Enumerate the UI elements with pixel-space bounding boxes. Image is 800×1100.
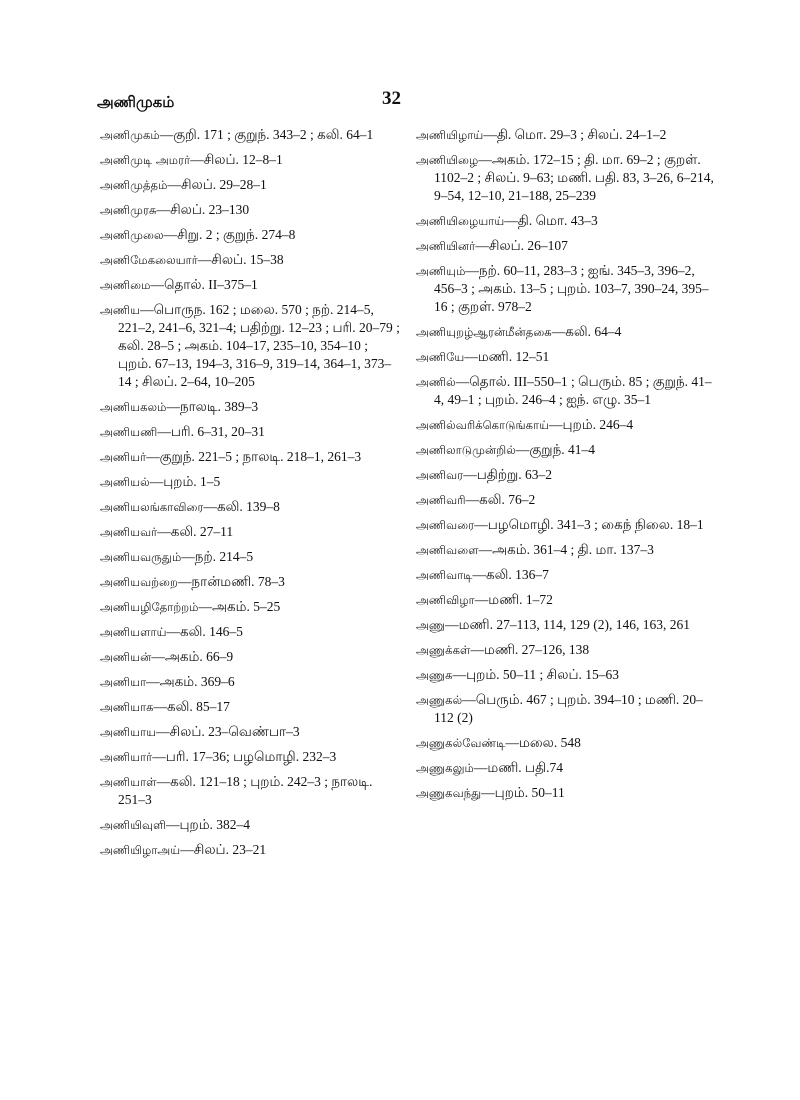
- entry-headword: அணியர்: [100, 450, 147, 464]
- entry-headword: அணியவருதும்: [100, 550, 182, 564]
- index-entry: [100, 773, 400, 809]
- entry-references: —புறம். 246–4: [549, 417, 634, 432]
- entry-references: —மணி. 12–51: [464, 349, 550, 364]
- index-entry: [416, 262, 718, 316]
- entry-headword: அணியாய: [100, 725, 157, 739]
- entry-headword: அணுகல்வேண்டி: [416, 736, 506, 750]
- entry-references: —பரி. 17–36; பழமொழி. 232–3: [152, 749, 337, 764]
- entry-references: —சிலப். 23–வெண்பா–3: [156, 724, 300, 739]
- index-entry: [100, 598, 400, 616]
- entry-references: —புறம். 50–11: [481, 785, 565, 800]
- entry-references: —குறுந். 41–4: [515, 442, 595, 457]
- index-entry: [100, 698, 400, 716]
- index-entry: [416, 666, 718, 684]
- entry-headword: அணியிழை: [416, 153, 479, 167]
- entry-references: —பதிற்று. 63–2: [463, 467, 553, 482]
- index-entry: [416, 516, 718, 534]
- entry-references: —சிலப். 15–38: [197, 252, 284, 267]
- right-index-column: [416, 126, 718, 809]
- entry-headword: அணியவற்றை: [100, 575, 178, 589]
- index-entry: [416, 784, 718, 802]
- entry-headword: அணில்: [416, 375, 456, 389]
- entry-headword: அணியிழாஅய்: [100, 843, 181, 857]
- entry-headword: அணியணி: [100, 425, 158, 439]
- entry-references: —கலி. 27–11: [157, 524, 234, 539]
- entry-headword: அணிவர: [416, 468, 464, 482]
- index-entry: [416, 373, 718, 409]
- index-entry: [100, 251, 400, 269]
- entry-headword: அணுகவந்து: [416, 786, 482, 800]
- index-entry: [100, 498, 400, 516]
- entry-references: —தி. மொ. 29–3 ; சிலப். 24–1–2: [483, 127, 667, 142]
- entry-references: —தொல். II–375–1: [150, 277, 258, 292]
- index-entry: [100, 423, 400, 441]
- entry-references: —சிலப். 23–21: [180, 842, 267, 857]
- index-entry: [416, 641, 718, 659]
- entry-headword: அணிவாடி: [416, 568, 473, 582]
- entry-references: —கலி. 139–8: [203, 499, 280, 514]
- index-entry: [100, 723, 400, 741]
- index-entry: [100, 548, 400, 566]
- entry-headword: அணில்வரிக்கொடுங்காய்: [416, 418, 550, 432]
- entry-references: —மணி. 27–113, 114, 129 (2), 146, 163, 261: [445, 617, 690, 632]
- index-entry: [416, 323, 718, 341]
- entry-headword: அணுக்கள்: [416, 643, 471, 657]
- index-entry: [100, 473, 400, 491]
- entry-references: —பொருந. 162 ; மலை. 570 ; நற். 214–5, 221–2, 241–6, 321–4; பதிற்று. 12–23 ; பரி. 20–79 ; கலி. 28–5 ; அகம். 104–17, 235–10, 354–10 ; புறம். 67–13, 194–3, 316–9, 319–14, 364–1, 373–14 ; சிலப். 2–64, 10–205: [118, 302, 400, 389]
- entry-headword: அணியகலம்: [100, 400, 167, 414]
- entry-references: —புறம். 382–4: [165, 817, 251, 832]
- entry-references: —பழமொழி. 341–3 ; கைந் நிலை. 18–1: [474, 517, 704, 532]
- entry-references: —அகம். 361–4 ; தி. மா. 137–3: [478, 542, 654, 557]
- entry-headword: அணிமை: [100, 278, 151, 292]
- entry-references: —மணி. 1–72: [474, 592, 553, 607]
- entry-references: —புறம். 50–11 ; சிலப். 15–63: [452, 667, 620, 682]
- entry-headword: அணியினர்: [416, 239, 476, 253]
- index-entry: [100, 673, 400, 691]
- entry-references: —அகம். 172–15 ; தி. மா. 69–2 ; குறள். 1102–2 ; சிலப். 9–63; மணி. பதி. 83, 3–26, 6–214, 9–54, 12–10, 21–188, 25–239: [434, 152, 714, 203]
- entry-headword: அணியழிதோற்றம்: [100, 600, 199, 614]
- entry-references: —பெரும். 467 ; புறம். 394–10 ; மணி. 20–112 (2): [434, 692, 703, 725]
- index-entry: [416, 491, 718, 509]
- index-entry: [100, 398, 400, 416]
- entry-references: —நாலடி. 389–3: [166, 399, 259, 414]
- entry-references: —சிறு. 2 ; குறுந். 274–8: [163, 227, 296, 242]
- entry-references: —குறி. 171 ; குறுந். 343–2 ; கலி. 64–1: [159, 127, 374, 142]
- entry-references: —மணி. 27–126, 138: [470, 642, 590, 657]
- index-entry: [100, 301, 400, 391]
- index-entry: [416, 566, 718, 584]
- entry-headword: அணிமுலை: [100, 228, 164, 242]
- entry-headword: அணியன்: [100, 650, 152, 664]
- entry-references: —அகம். 369–6: [146, 674, 235, 689]
- index-entry: [100, 126, 400, 144]
- index-entry: [416, 541, 718, 559]
- index-entry: [100, 523, 400, 541]
- entry-headword: அணுகல்: [416, 693, 463, 707]
- entry-references: —குறுந். 221–5 ; நாலடி. 218–1, 261–3: [146, 449, 362, 464]
- entry-references: —சிலப். 29–28–1: [167, 177, 267, 192]
- entry-references: —கலி. 121–18 ; புறம். 242–3 ; நாலடி. 251–3: [118, 774, 373, 807]
- entry-headword: அணியாள்: [100, 775, 157, 789]
- index-entry: [416, 237, 718, 255]
- entry-headword: அணியல்: [100, 475, 150, 489]
- entry-headword: அணுகலும்: [416, 761, 474, 775]
- running-head: அணிமுகம்: [97, 93, 175, 111]
- index-entry: [416, 212, 718, 230]
- index-entry: [100, 841, 400, 859]
- entry-headword: அணியவர்: [100, 525, 158, 539]
- entry-headword: அணியார்: [100, 750, 153, 764]
- entry-headword: அணியிவுளி: [100, 818, 166, 832]
- index-entry: [100, 648, 400, 666]
- index-entry: [416, 616, 718, 634]
- entry-references: —கலி. 64–4: [551, 324, 622, 339]
- entry-headword: அணியாக: [100, 700, 154, 714]
- entry-headword: அணியே: [416, 350, 465, 364]
- entry-headword: அணியா: [100, 675, 147, 689]
- index-entry: [100, 226, 400, 244]
- entry-headword: அணியும்: [416, 264, 466, 278]
- entry-references: —கலி. 146–5: [166, 624, 243, 639]
- entry-headword: அணியிழாய்: [416, 128, 484, 142]
- index-entry: [416, 126, 718, 144]
- entry-references: —கலி. 76–2: [465, 492, 536, 507]
- entry-headword: அணிமுகம்: [100, 128, 160, 142]
- entry-headword: அணிமுரசு: [100, 203, 157, 217]
- index-entry: [100, 748, 400, 766]
- index-entry: [100, 448, 400, 466]
- entry-headword: அணியளாய்: [100, 625, 167, 639]
- entry-references: —அகம். 5–25: [198, 599, 281, 614]
- index-entry: [416, 441, 718, 459]
- entry-headword: அணியிழையாய்: [416, 214, 505, 228]
- entry-references: —கலி. 136–7: [472, 567, 549, 582]
- index-entry: [100, 201, 400, 219]
- index-entry: [100, 176, 400, 194]
- index-entry: [416, 591, 718, 609]
- entry-headword: அணிவளை: [416, 543, 479, 557]
- index-entry: [416, 759, 718, 777]
- entry-references: —சிலப். 12–8–1: [190, 152, 283, 167]
- index-entry: [416, 348, 718, 366]
- entry-headword: அணிய: [100, 303, 141, 317]
- entry-references: —அகம். 66–9: [151, 649, 234, 664]
- index-entry: [416, 416, 718, 434]
- index-entry: [100, 573, 400, 591]
- index-entry: [416, 691, 718, 727]
- entry-headword: அணிவிழா: [416, 593, 475, 607]
- entry-references: —கலி. 85–17: [153, 699, 230, 714]
- entry-headword: அணு: [416, 618, 446, 632]
- index-entry: [416, 734, 718, 752]
- entry-references: —புறம். 1–5: [149, 474, 221, 489]
- left-index-column: [100, 126, 400, 866]
- entry-headword: அணிவரை: [416, 518, 475, 532]
- entry-headword: அணுக: [416, 668, 453, 682]
- entry-references: —மலை. 548: [505, 735, 581, 750]
- entry-headword: அணிமேகலையார்: [100, 253, 198, 267]
- entry-headword: அணிலாடுமுன்றில்: [416, 443, 516, 457]
- entry-references: —சிலப். 26–107: [475, 238, 568, 253]
- index-entry: [100, 276, 400, 294]
- page-number: 32: [382, 88, 401, 109]
- entry-headword: அணிவரி: [416, 493, 466, 507]
- index-entry: [416, 466, 718, 484]
- entry-headword: அணியலங்காவிரை: [100, 500, 204, 514]
- entry-references: —நான்மணி. 78–3: [177, 574, 285, 589]
- index-entry: [100, 816, 400, 834]
- entry-references: —பரி. 6–31, 20–31: [157, 424, 265, 439]
- entry-references: —நற். 214–5: [181, 549, 254, 564]
- entry-headword: அணிமுத்தம்: [100, 178, 168, 192]
- entry-references: —தொல். III–550–1 ; பெரும். 85 ; குறுந். 41–4, 49–1 ; புறம். 246–4 ; ஐந். எழு. 35–1: [434, 374, 712, 407]
- entry-references: —நற். 60–11, 283–3 ; ஐங். 345–3, 396–2, 456–3 ; அகம். 13–5 ; புறம். 103–7, 390–24, 395–16 ; குறள். 978–2: [434, 263, 709, 314]
- entry-headword: அணிமுடி அமரர்: [100, 153, 191, 167]
- entry-headword: அணியுறழ்ஆரன்மீன்தகை: [416, 325, 552, 339]
- index-entry: [100, 623, 400, 641]
- entry-references: —சிலப். 23–130: [156, 202, 250, 217]
- index-entry: [416, 151, 718, 205]
- entry-references: —தி. மொ. 43–3: [504, 213, 598, 228]
- entry-references: —மணி. பதி.74: [473, 760, 564, 775]
- index-entry: [100, 151, 400, 169]
